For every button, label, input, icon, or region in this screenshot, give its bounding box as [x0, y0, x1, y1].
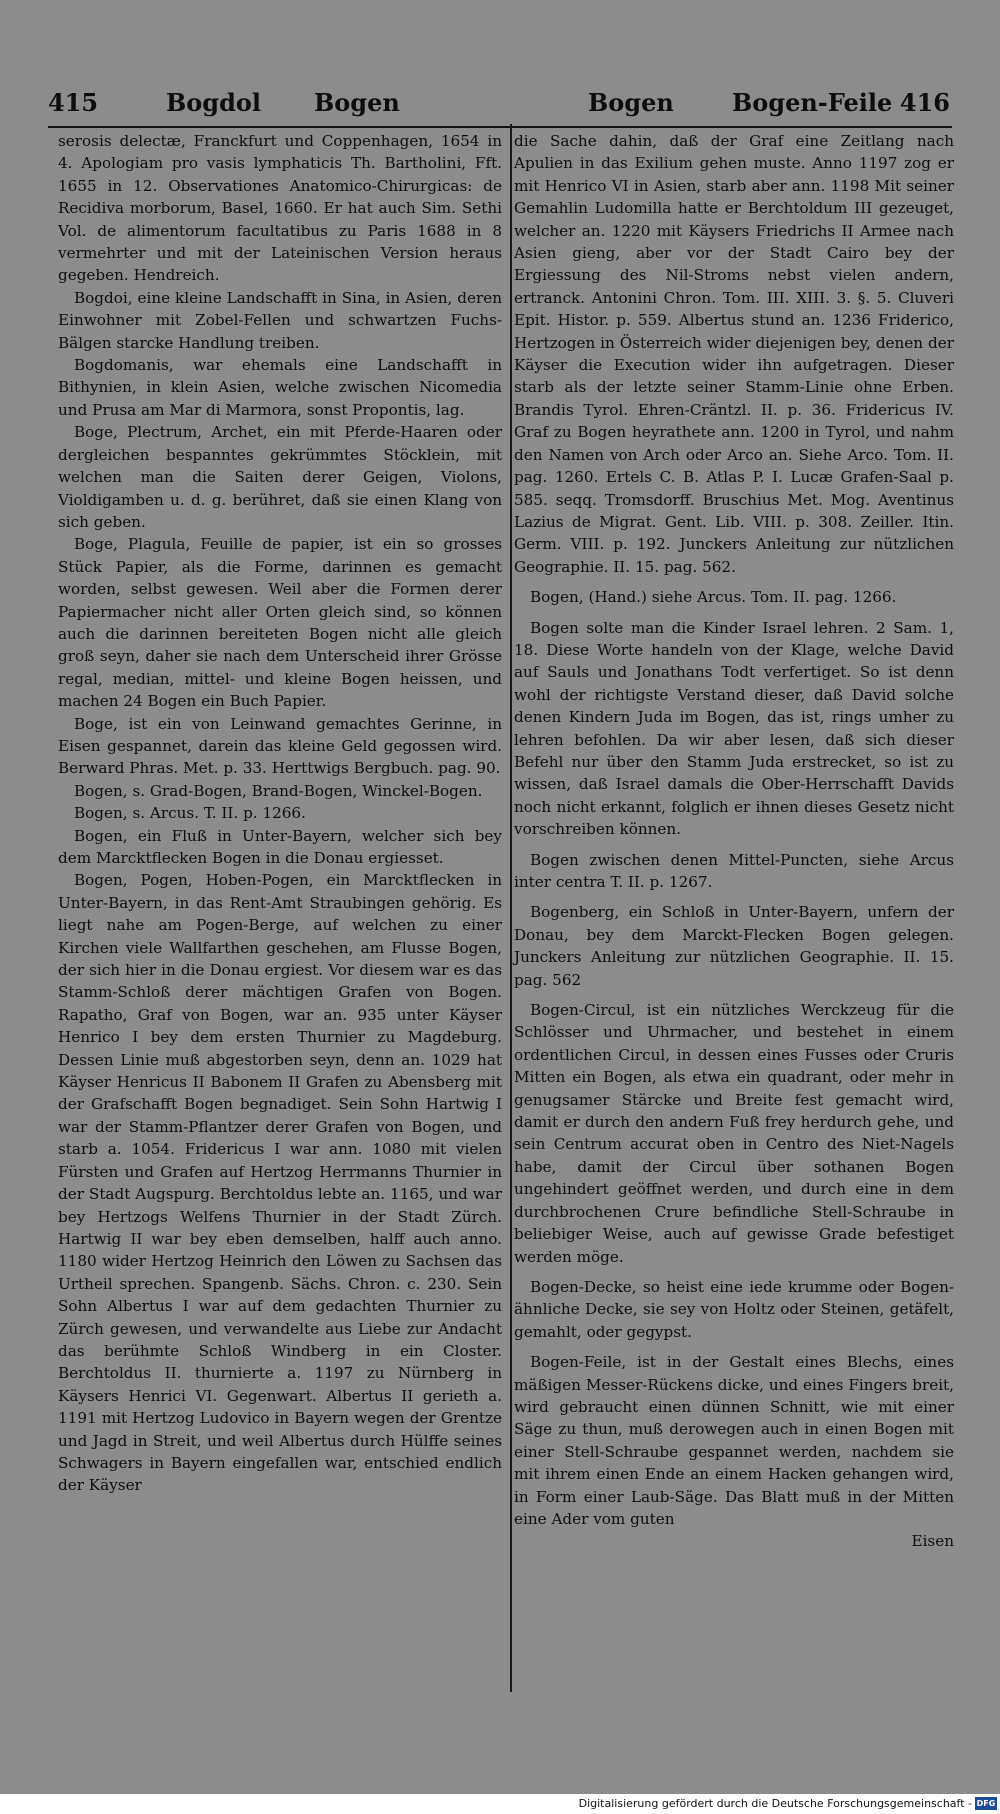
footer-credit: Digitalisierung gefördert durch die Deutsche Forschungsgemeinschaft - [578, 1797, 972, 1810]
left-entry: Bogdomanis, war ehemals eine Landschafft in Bithynien, in klein Asien, welche zwischen Nicomedia und Prusa am Mar di Marmora, sonst Propontis, lag. [58, 356, 502, 419]
header-rule [48, 126, 952, 128]
right-entry: die Sache dahin, daß der Graf eine Zeitlang nach Apulien in das Exilium gehen muste. Anno 1197 zog er mit Henrico VI in Asien, starb aber ann. 1198 Mit seiner Gemahlin Ludomilla hatte er Berchtoldum III gezeuget, welcher an. 1220 mit Käysers Friedrichs II Armee nach Asien gieng, aber vor der Stadt Cairo bey der Ergiessung des Nil-Stroms nebst vielen andern, ertranck. Antonini Chron. Tom. III. XIII. 3. §. 5. Cluveri Epit. Histor. p. 559. Albertus stund an. 1236 Friderico, Hertzogen in Österreich wider diejenigen bey, denen der Käyser die Execution wider ihn aufgetragen. Dieser starb als der letzte seiner Stamm-Linie ohne Erben. Brandis Tyrol. Ehren-Cräntzl. II. p. 36. Fridericus IV. Graf zu Bogen heyrathete ann. 1200 in Tyrol, und nahm den Namen von Arch oder Arco an. Siehe Arco. Tom. II. pag. 1260. Ertels C. B. Atlas P. I. Lucæ Grafen-Saal p. 585. seqq. Tromsdorff. Bruschius Met. Mog. Aventinus Lazius de Migrat. Gent. Lib. VIII. p. 308. Zeiller. Itin. Germ. VIII. p. 192. Junckers Anleitung zur nützlichen Geographie. II. 15. pag. 562. [514, 132, 954, 576]
page-number-left: 415 [48, 88, 99, 117]
header-keyword-left-2: Bogen [314, 88, 400, 117]
header-keyword-right-1: Bogen [588, 88, 674, 117]
left-column [58, 130, 502, 1497]
left-entry: Bogen, s. Grad-Bogen, Brand-Bogen, Winckel-Bogen. [74, 781, 483, 800]
running-header [48, 88, 950, 124]
right-entry: Bogen, (Hand.) siehe Arcus. Tom. II. pag. 1266. [530, 588, 897, 607]
right-entry: Bogen-Feile, ist in der Gestalt eines Blechs, eines mäßigen Messer-Rückens dicke, und eines Fingers breit, wird gebraucht einen dünnen Schnitt, wie mit einer Säge zu thun, muß derowegen auch in einen Bogen mit einer Stell-Schraube gespannet werden, nachdem sie mit ihrem einen Ende an einem Hacken gehangen wird, in Form einer Laub-Säge. Das Blatt muß in der Mitten eine Ader vom guten [514, 1353, 954, 1528]
left-entry: Boge, Plectrum, Archet, ein mit Pferde-Haaren oder dergleichen bespanntes gekrümmtes Stöcklein, mit welchen man die Saiten derer Geigen, Violons, Violdigamben u. d. g. berühret, daß sie einen Klang von sich geben. [58, 423, 502, 531]
dfg-logo-icon: DFG [976, 1799, 996, 1808]
footer-bar [0, 1794, 1000, 1814]
left-entry: Bogdoi, eine kleine Landschafft in Sina, in Asien, deren Einwohner mit Zobel-Fellen und schwartzen Fuchs-Bälgen starcke Handlung treiben. [58, 288, 502, 352]
left-entry: Boge, Plagula, Feuille de papier, ist ein so grosses Stück Papier, als die Forme, darinnen es gemacht worden, selbst gewesen. Weil aber die Formen derer Papiermacher nicht aller Orten gleich sind, so können auch die darinnen bereiteten Bogen nicht alle gleich groß seyn, daher sie nach dem Unterscheid ihrer Grösse regal, median, mittel- und kleine Bogen heissen, und machen 24 Bogen ein Buch Papier. [58, 535, 502, 711]
right-column [514, 130, 954, 1553]
catchword: Eisen [911, 1532, 954, 1551]
header-keyword-left-1: Bogdol [166, 88, 261, 117]
right-entry: Bogenberg, ein Schloß in Unter-Bayern, unfern der Donau, bey dem Marckt-Flecken Bogen gelegen. Junckers Anleitung zur nützlichen Geographie. II. 15. pag. 562 [514, 903, 954, 989]
left-entry: Boge, ist ein von Leinwand gemachtes Gerinne, in Eisen gespannet, darein das kleine Geld gegossen wird. Berward Phras. Met. p. 33. Herttwigs Bergbuch. pag. 90. [58, 714, 502, 778]
column-divider [510, 124, 512, 1692]
right-entry: Bogen-Circul, ist ein nützliches Werckzeug für die Schlösser und Uhrmacher, und bestehet in einem ordentlichen Circul, in dessen eines Fusses oder Cruris Mitten ein Bogen, als etwa ein quadrant, oder mehr in genugsamer Stärcke und Breite fest gemacht wird, damit er durch den andern Fuß frey herdurch gehe, und sein Centrum accurat oben in Centro des Niet-Nagels habe, damit der Circul über sothanen Bogen ungehindert geöffnet werden, und durch eine in dem durchbrochenen Crure befindliche Stell-Schraube in beliebiger Weise, auch auf gewisse Grade befestiget werden möge. [514, 1001, 954, 1266]
right-entry: Bogen-Decke, so heist eine iede krumme oder Bogen-ähnliche Decke, sie sey von Holtz oder Steinen, getäfelt, gemahlt, oder gegypst. [514, 1277, 954, 1341]
right-entry: Bogen solte man die Kinder Israel lehren. 2 Sam. 1, 18. Diese Worte handeln von der Klage, welche David auf Sauls und Jonathans Todt verfertiget. So ist denn wohl der richtigste Verstand dieser, daß David solche denen Kindern Juda im Bogen, das ist, rings umher zu lehren befohlen. Da wir aber lesen, daß sich dieser Befehl nur über den Stamm Juda erstrecket, so ist zu wissen, daß Israel damals die Ober-Herrschafft Davids noch nicht erkannt, folglich er ihnen dieses Gesetz nicht vorschreiben können. [514, 618, 954, 839]
left-entry: Bogen, s. Arcus. T. II. p. 1266. [74, 804, 306, 823]
left-entry: Bogen, ein Fluß in Unter-Bayern, welcher sich bey dem Marcktflecken Bogen in die Donau ergiesset. [58, 826, 502, 867]
page-number-right: 416 [899, 88, 950, 117]
left-entry: serosis delectæ, Franckfurt und Coppenhagen, 1654 in 4. Apologiam pro vasis lymphaticis Th. Bartholini, Fft. 1655 in 12. Observationes Anatomico-Chirurgicas: de Recidiva morborum, Basel, 1660. Er hat auch Sim. Sethi Vol. de alimentorum facultatibus zu Paris 1688 in 8 vermehrter und mit der Lateinischen Version heraus gegeben. Hendreich. [58, 132, 502, 285]
header-keyword-right-2: Bogen-Feile [732, 88, 893, 117]
left-entry: Bogen, Pogen, Hoben-Pogen, ein Marcktflecken in Unter-Bayern, in das Rent-Amt Straubingen gehörig. Es liegt nahe am Pogen-Berge, auf welchen zu einer Kirchen viele Wallfarthen geschehen, am Flusse Bogen, der sich hier in die Donau ergiest. Vor diesem war es das Stamm-Schloß derer mächtigen Grafen von Bogen. Rapatho, Graf von Bogen, war an. 935 unter Käyser Henrico I bey dem ersten Thurnier zu Magdeburg. Dessen Linie muß abgestorben seyn, denn an. 1029 hat Käyser Henricus II Babonem II Grafen zu Abensberg mit der Grafschafft Bogen begnadiget. Sein Sohn Hartwig I war der Stamm-Pflantzer derer Grafen von Bogen, und starb a. 1054. Fridericus I war ann. 1080 mit vielen Fürsten und Grafen auf Hertzog Herrmanns Thurnier in der Stadt Augspurg. Berchtoldus lebte an. 1165, und war bey Hertzogs Welfens Thurnier in der Stadt Zürch. Hartwig II war bey eben demselben, halff auch anno. 1180 wider Hertzog Heinrich den Löwen zu Sachsen das Urtheil sprechen. Spangenb. Sächs. Chron. c. 230. Sein Sohn Albertus I war auf dem gedachten Thurnier zu Zürch gewesen, und verwandelte aus Liebe zur Andacht das berühmte Schloß Windberg in ein Closter. Berchtoldus II. thurnierte a. 1197 zu Nürnberg in Käysers Henrici VI. Gegenwart. Albertus II gerieth a. 1191 mit Hertzog Ludovico in Bayern wegen der Grentze und Jagd in Streit, und weil Albertus durch Hülffe seines Schwagers in Bayern eingefallen war, entschied endlich der Käyser [58, 871, 502, 1495]
right-entry: Bogen zwischen denen Mittel-Puncten, siehe Arcus inter centra T. II. p. 1267. [514, 850, 954, 891]
